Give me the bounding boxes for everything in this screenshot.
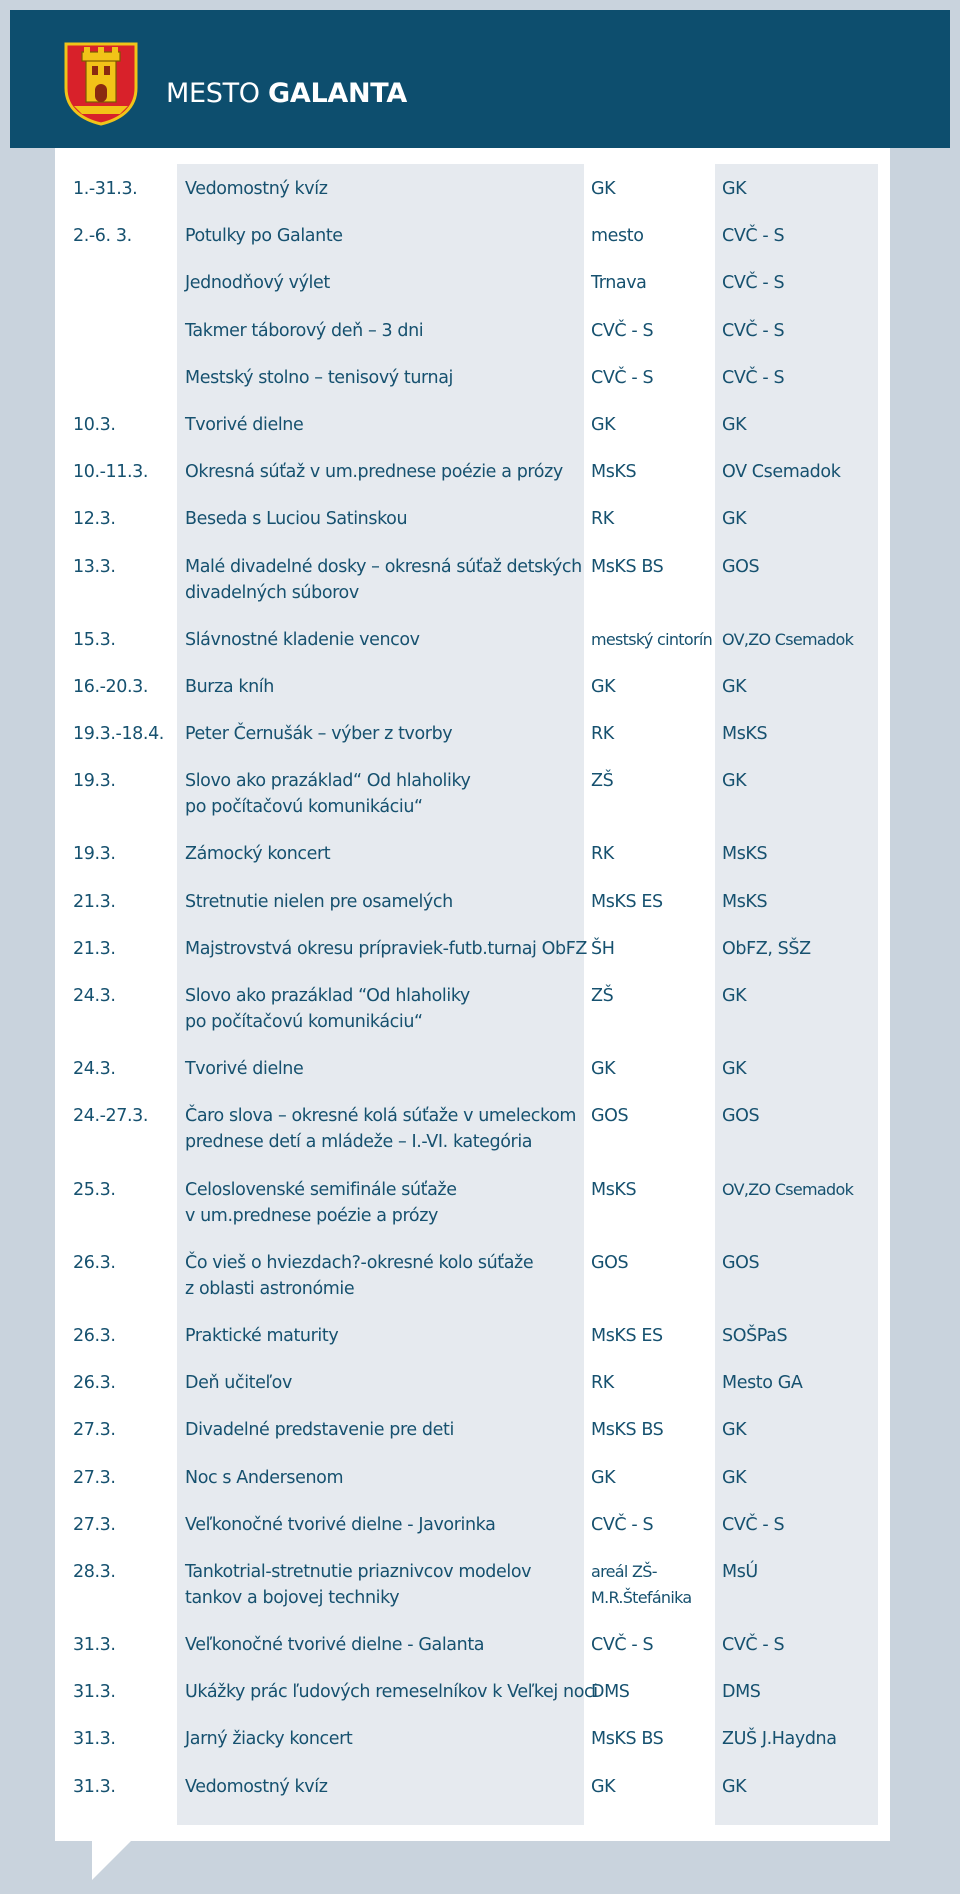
event-row: [55, 306, 890, 353]
event-title-line: po počítačovú komunikáciu“: [185, 1012, 423, 1032]
event-title: Jarný žiacky koncert: [185, 1729, 353, 1750]
event-organizer: CVČ - S: [722, 273, 785, 294]
event-place-line: areál ZŠ-: [591, 1561, 657, 1581]
event-date: 19.3.-18.4.: [73, 724, 164, 745]
event-date: 21.3.: [73, 891, 116, 912]
event-place: RK: [591, 509, 614, 530]
event-date: 28.3.: [73, 1561, 116, 1582]
event-organizer: GOS: [722, 556, 760, 577]
event-place: RK: [591, 844, 614, 865]
event-organizer: GK: [722, 509, 747, 530]
event-title: Ukážky prác ľudových remeselníkov k Veľkej noci: [185, 1682, 598, 1703]
event-organizer: GK: [722, 414, 747, 435]
event-title: Deň učiteľov: [185, 1373, 292, 1394]
event-title: Tvorivé dielne: [185, 414, 304, 435]
event-date: 21.3.: [73, 938, 116, 959]
event-place: GOS: [591, 1252, 629, 1273]
event-title: Tvorivé dielne: [185, 1059, 304, 1080]
event-organizer: GK: [722, 1420, 747, 1441]
event-row: [55, 1547, 890, 1620]
event-place: MsKS: [591, 1179, 637, 1200]
event-place: GK: [591, 676, 616, 697]
event-organizer: GK: [722, 1776, 747, 1797]
event-title: Zámocký koncert: [185, 844, 331, 865]
event-date: 31.3.: [73, 1635, 116, 1656]
event-date: 27.3.: [73, 1467, 116, 1488]
event-date: 25.3.: [73, 1179, 116, 1200]
event-title: Praktické maturity: [185, 1325, 339, 1346]
event-organizer: GK: [722, 771, 747, 792]
event-title: Majstrovstvá okresu prípraviek-futb.turnaj ObFZ: [185, 938, 587, 959]
event-row: [55, 829, 890, 876]
event-row: [55, 971, 890, 1044]
event-date: 24.3.: [73, 986, 116, 1006]
panel-tail: [92, 1840, 132, 1880]
event-title: Peter Černušák – výber z tvorby: [185, 724, 453, 745]
event-organizer: MsKS: [722, 844, 768, 865]
event-place: GOS: [591, 1106, 629, 1127]
event-date: 15.3.: [73, 629, 116, 650]
event-title-line: v um.prednese poézie a prózy: [185, 1205, 438, 1226]
event-organizer: OV Csemadok: [722, 462, 841, 483]
coat-of-arms-logo: [62, 40, 140, 126]
event-row: [55, 258, 890, 305]
event-place: MsKS: [591, 462, 637, 483]
event-row: [55, 211, 890, 258]
event-organizer: DMS: [722, 1682, 761, 1703]
event-place: MsKS BS: [591, 1420, 664, 1441]
event-place: GK: [591, 1467, 616, 1488]
event-place: GK: [591, 414, 616, 435]
event-date: 13.3.: [73, 556, 116, 577]
event-row: [55, 1762, 890, 1809]
event-title-line: z oblasti astronómie: [185, 1278, 355, 1299]
event-row: [55, 400, 890, 447]
events-panel: [55, 148, 890, 1841]
event-title: [185, 983, 470, 1035]
event-place: CVČ - S: [591, 320, 654, 341]
event-organizer: Mesto GA: [722, 1373, 803, 1394]
event-date: 31.3.: [73, 1776, 116, 1797]
event-place: CVČ - S: [591, 1635, 654, 1656]
page-header: [10, 10, 950, 148]
event-title: [185, 1250, 533, 1302]
event-date: 27.3.: [73, 1420, 116, 1441]
event-title-line: prednese detí a mládeže – I.-VI. kategória: [185, 1132, 533, 1153]
event-organizer: OV,ZO Csemadok: [722, 629, 854, 649]
event-place: CVČ - S: [591, 367, 654, 388]
event-place: MsKS ES: [591, 1325, 663, 1346]
event-row: [55, 615, 890, 662]
event-date: 19.3.: [73, 844, 116, 865]
event-date: 10.-11.3.: [73, 462, 149, 483]
event-title: Veľkonočné tvorivé dielne - Javorinka: [185, 1514, 496, 1535]
event-title: Takmer táborový deň – 3 dni: [185, 320, 424, 341]
event-organizer: MsÚ: [722, 1561, 758, 1582]
event-title-line: divadelných súborov: [185, 582, 359, 603]
event-organizer: CVČ - S: [722, 226, 785, 247]
event-row: [55, 1311, 890, 1358]
event-organizer: GK: [722, 1467, 747, 1488]
event-place: GK: [591, 179, 616, 199]
event-title-line: Celoslovenské semifinále súťaže: [185, 1179, 457, 1200]
event-title: Burza kníh: [185, 676, 274, 697]
event-organizer: MsKS: [722, 891, 768, 912]
event-organizer: GOS: [722, 1252, 760, 1273]
event-row: [55, 1620, 890, 1667]
event-organizer: CVČ - S: [722, 320, 785, 341]
event-place: GK: [591, 1776, 616, 1797]
event-organizer: MsKS: [722, 724, 768, 745]
event-title: [185, 1177, 457, 1229]
event-organizer: GK: [722, 986, 747, 1006]
event-row: [55, 447, 890, 494]
event-place: ZŠ: [591, 986, 614, 1006]
event-place: Trnava: [591, 273, 647, 294]
event-row: [55, 353, 890, 400]
event-place: MsKS BS: [591, 556, 664, 577]
event-row: [55, 1453, 890, 1500]
event-date: 26.3.: [73, 1325, 116, 1346]
event-row: [55, 1714, 890, 1761]
event-title-line: Čaro slova – okresné kolá súťaže v umeleckom: [185, 1106, 577, 1127]
event-row: [55, 1165, 890, 1238]
event-row: [55, 1405, 890, 1452]
site-title-regular: MESTO: [166, 78, 260, 109]
event-organizer: ZUŠ J.Haydna: [722, 1729, 837, 1750]
event-place: mesto: [591, 226, 644, 247]
event-place: RK: [591, 724, 614, 745]
event-date: 12.3.: [73, 509, 116, 530]
site-title: [166, 78, 407, 109]
event-place: ZŠ: [591, 771, 614, 792]
event-organizer: CVČ - S: [722, 1514, 785, 1535]
event-title: [185, 768, 471, 820]
event-place: DMS: [591, 1682, 630, 1703]
events-table: [55, 164, 890, 1809]
event-row: [55, 1238, 890, 1311]
event-title-line: Slovo ako prazáklad“ Od hlaholiky: [185, 771, 471, 792]
event-title-line: po počítačovú komunikáciu“: [185, 797, 423, 818]
event-date: 24.-27.3.: [73, 1106, 149, 1127]
event-title: Noc s Andersenom: [185, 1467, 344, 1488]
event-place: CVČ - S: [591, 1514, 654, 1535]
event-row: [55, 709, 890, 756]
event-date: 24.3.: [73, 1059, 116, 1080]
event-organizer: OV,ZO Csemadok: [722, 1179, 854, 1199]
event-date: 31.3.: [73, 1729, 116, 1750]
event-place: RK: [591, 1373, 614, 1394]
event-row: [55, 924, 890, 971]
event-title: Jednodňový výlet: [185, 273, 330, 294]
event-organizer: GK: [722, 676, 747, 697]
event-title-line: Malé divadelné dosky – okresná súťaž detských: [185, 556, 582, 577]
event-row: [55, 542, 890, 615]
event-organizer: SOŠPaS: [722, 1325, 788, 1346]
event-title: Divadelné predstavenie pre deti: [185, 1420, 454, 1441]
event-date: 10.3.: [73, 414, 116, 435]
event-row: [55, 756, 890, 829]
event-title: [185, 1103, 576, 1155]
event-date: 27.3.: [73, 1514, 116, 1535]
event-title-line: tankov a bojovej techniky: [185, 1587, 400, 1608]
event-date: 2.-6. 3.: [73, 226, 132, 247]
event-place: ŠH: [591, 938, 615, 959]
event-row: [55, 877, 890, 924]
event-row: [55, 1500, 890, 1547]
event-organizer: CVČ - S: [722, 1635, 785, 1656]
event-organizer: GK: [722, 1059, 747, 1080]
event-title: Beseda s Luciou Satinskou: [185, 509, 408, 530]
event-place: MsKS BS: [591, 1729, 664, 1750]
event-row: [55, 1091, 890, 1164]
event-title: Stretnutie nielen pre osamelých: [185, 891, 453, 912]
event-title-line: Slovo ako prazáklad “Od hlaholiky: [185, 986, 470, 1006]
event-row: [55, 1044, 890, 1091]
event-row: [55, 662, 890, 709]
event-title: Okresná súťaž v um.prednese poézie a prózy: [185, 462, 563, 483]
event-organizer: CVČ - S: [722, 367, 785, 388]
event-title-line: Čo vieš o hviezdach?-okresné kolo súťaže: [185, 1252, 534, 1273]
event-date: 31.3.: [73, 1682, 116, 1703]
event-organizer: GK: [722, 179, 747, 199]
event-row: [55, 1358, 890, 1405]
event-date: 26.3.: [73, 1373, 116, 1394]
event-place: [591, 1559, 692, 1611]
event-date: 16.-20.3.: [73, 676, 149, 697]
event-row: [55, 1667, 890, 1714]
event-title: Veľkonočné tvorivé dielne - Galanta: [185, 1635, 485, 1656]
event-organizer: ObFZ, SŠZ: [722, 938, 811, 959]
event-title: [185, 554, 582, 606]
event-title: Vedomostný kvíz: [185, 179, 328, 199]
event-date: 19.3.: [73, 771, 116, 792]
event-title: Potulky po Galante: [185, 226, 343, 247]
event-organizer: GOS: [722, 1106, 760, 1127]
event-row: [55, 494, 890, 541]
event-place: MsKS ES: [591, 891, 663, 912]
event-place: GK: [591, 1059, 616, 1080]
event-row: [55, 164, 890, 211]
event-place-line: M.R.Štefánika: [591, 1587, 692, 1607]
site-title-bold: GALANTA: [268, 78, 407, 109]
event-place: mestský cintorín: [591, 629, 713, 649]
event-title: [185, 1559, 531, 1611]
event-title: Mestský stolno – tenisový turnaj: [185, 367, 454, 388]
event-date: 26.3.: [73, 1252, 116, 1273]
event-date: 1.-31.3.: [73, 179, 138, 199]
event-title-line: Tankotrial-stretnutie priaznivcov modelov: [185, 1561, 532, 1582]
event-title: Vedomostný kvíz: [185, 1776, 328, 1797]
event-title: Slávnostné kladenie vencov: [185, 629, 420, 650]
